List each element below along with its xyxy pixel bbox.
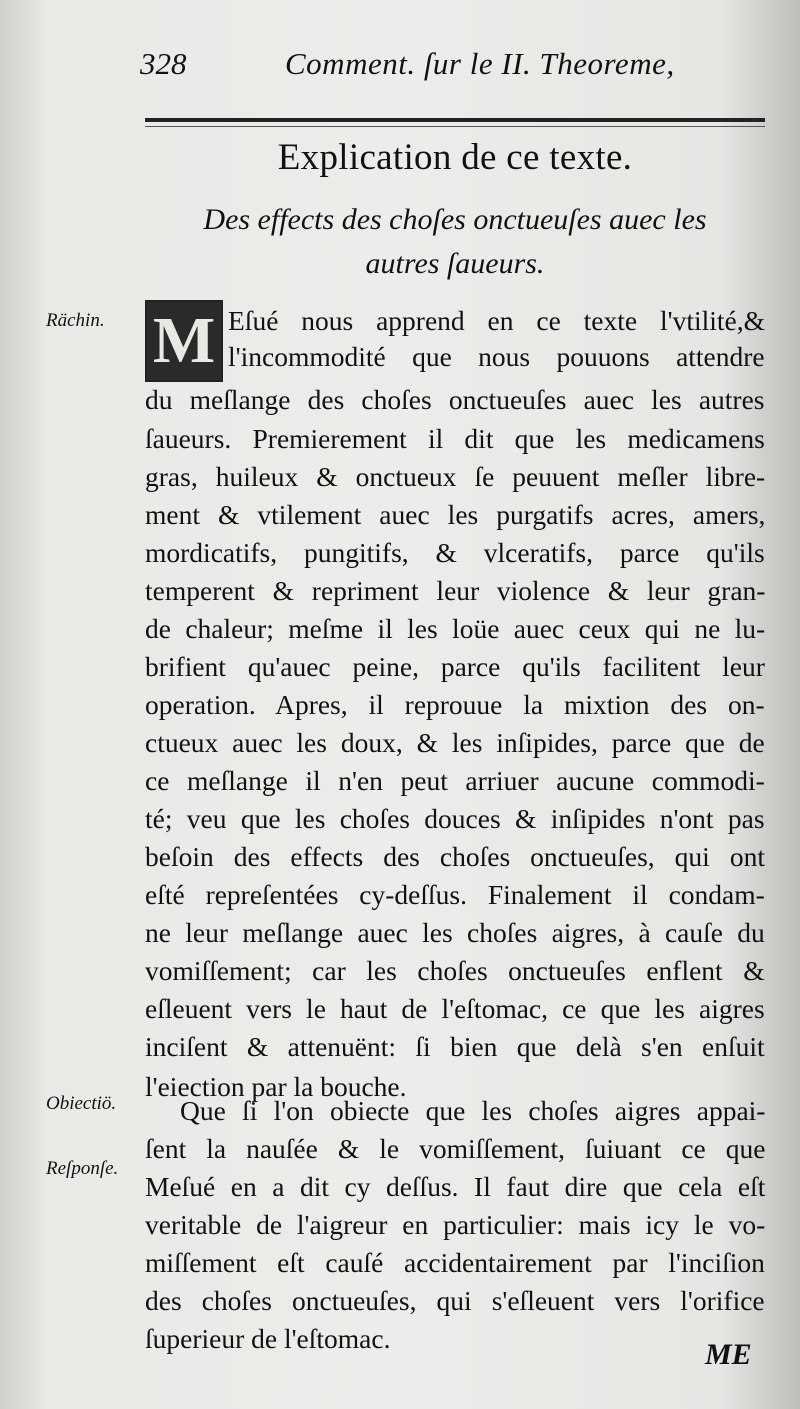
- margin-note-objection: Obiectiö.: [46, 1093, 117, 1114]
- text-line: ſuperieur de l'eſtomac.: [145, 1323, 391, 1354]
- text-line: ctueux auec les doux, & les inſipides, parce que de: [145, 727, 765, 758]
- subtitle: [145, 198, 765, 286]
- text-line: operation. Apres, il reprouue la mixtion des on-: [145, 689, 765, 720]
- subtitle-line: autres ſaueurs.: [365, 247, 545, 280]
- text-line: eſté repreſentées cy-deſſus. Finalement il condam-: [145, 879, 765, 910]
- header-rule-thin: [145, 126, 765, 127]
- text-line: eſleuent vers le haut de l'eſtomac, ce que les aigres: [145, 993, 765, 1024]
- section-title: Explication de ce texte.: [277, 137, 633, 178]
- text-line: té; veu que les choſes douces & inſipides n'ont pas: [145, 803, 765, 834]
- text-line: brifient qu'auec peine, parce qu'ils facilitent leur: [145, 651, 765, 682]
- text-line: ce meſlange il n'en peut arriuer aucune commodi-: [145, 765, 765, 796]
- text-line: ne leur meſlange auec les choſes aigres, à cauſe du: [145, 917, 765, 948]
- text-line: veritable de l'aigreur en particulier: mais icy le vo-: [145, 1209, 766, 1240]
- text-line: ſent la nauſée & le vomiſſement, ſuiuant ce que: [145, 1133, 766, 1164]
- text-line: des choſes onctueuſes, qui s'eſleuent vers l'orifice: [145, 1285, 765, 1316]
- header-rule: [145, 118, 765, 122]
- subtitle-line: Des effects des choſes onctueuſes auec les: [203, 203, 707, 236]
- text-line: de chaleur; meſme il les loüe auec ceux qui ne lu-: [145, 613, 766, 644]
- text-line: du meſlange des choſes onctueuſes auec les autres: [145, 384, 765, 415]
- catchword: ME: [705, 1338, 752, 1371]
- margin-note-response: Reſponſe.: [46, 1158, 119, 1179]
- margin-note-author: Rächin.: [46, 310, 105, 331]
- text-line: Que ſi l'on obiecte que les choſes aigres appai-: [180, 1095, 766, 1126]
- page-number: 328: [140, 46, 187, 81]
- text-line: ment & vtilement auec les purgatifs acres, amers,: [145, 499, 766, 530]
- decorated-initial-letter: M: [152, 304, 216, 377]
- text-line: mordicatifs, pungitifs, & vlceratifs, parce qu'ils: [145, 537, 765, 568]
- text-line: gras, huileux & onctueux ſe peuuent meſler libre-: [145, 461, 766, 492]
- text-line: temperent & repriment leur violence & leur gran-: [145, 575, 766, 606]
- decorated-initial: [145, 300, 223, 382]
- text-line: beſoin des effects des choſes onctueuſes, qui ont: [145, 841, 765, 872]
- text-line: vomiſſement; car les choſes onctueuſes enflent &: [145, 955, 765, 986]
- text-line: miſſement eſt cauſé accidentairement par l'inciſion: [145, 1247, 765, 1278]
- text-line: l'incommodité que nous pouuons attendre: [228, 341, 765, 372]
- text-line: inciſent & attenuënt: ſi bien que delà s'en enſuit: [145, 1031, 765, 1062]
- page-header: [140, 42, 770, 92]
- text-line: ſaueurs. Premierement il dit que les medicamens: [145, 423, 765, 454]
- running-title: Comment. ſur le II. Theoreme,: [285, 46, 675, 81]
- text-line: Eſué nous apprend en ce texte l'vtilité,&: [228, 305, 765, 336]
- text-line: Meſué en a dit cy deſſus. Il faut dire que cela eſt: [145, 1171, 766, 1202]
- text-line: l'eiection par la bouche.: [145, 1071, 407, 1102]
